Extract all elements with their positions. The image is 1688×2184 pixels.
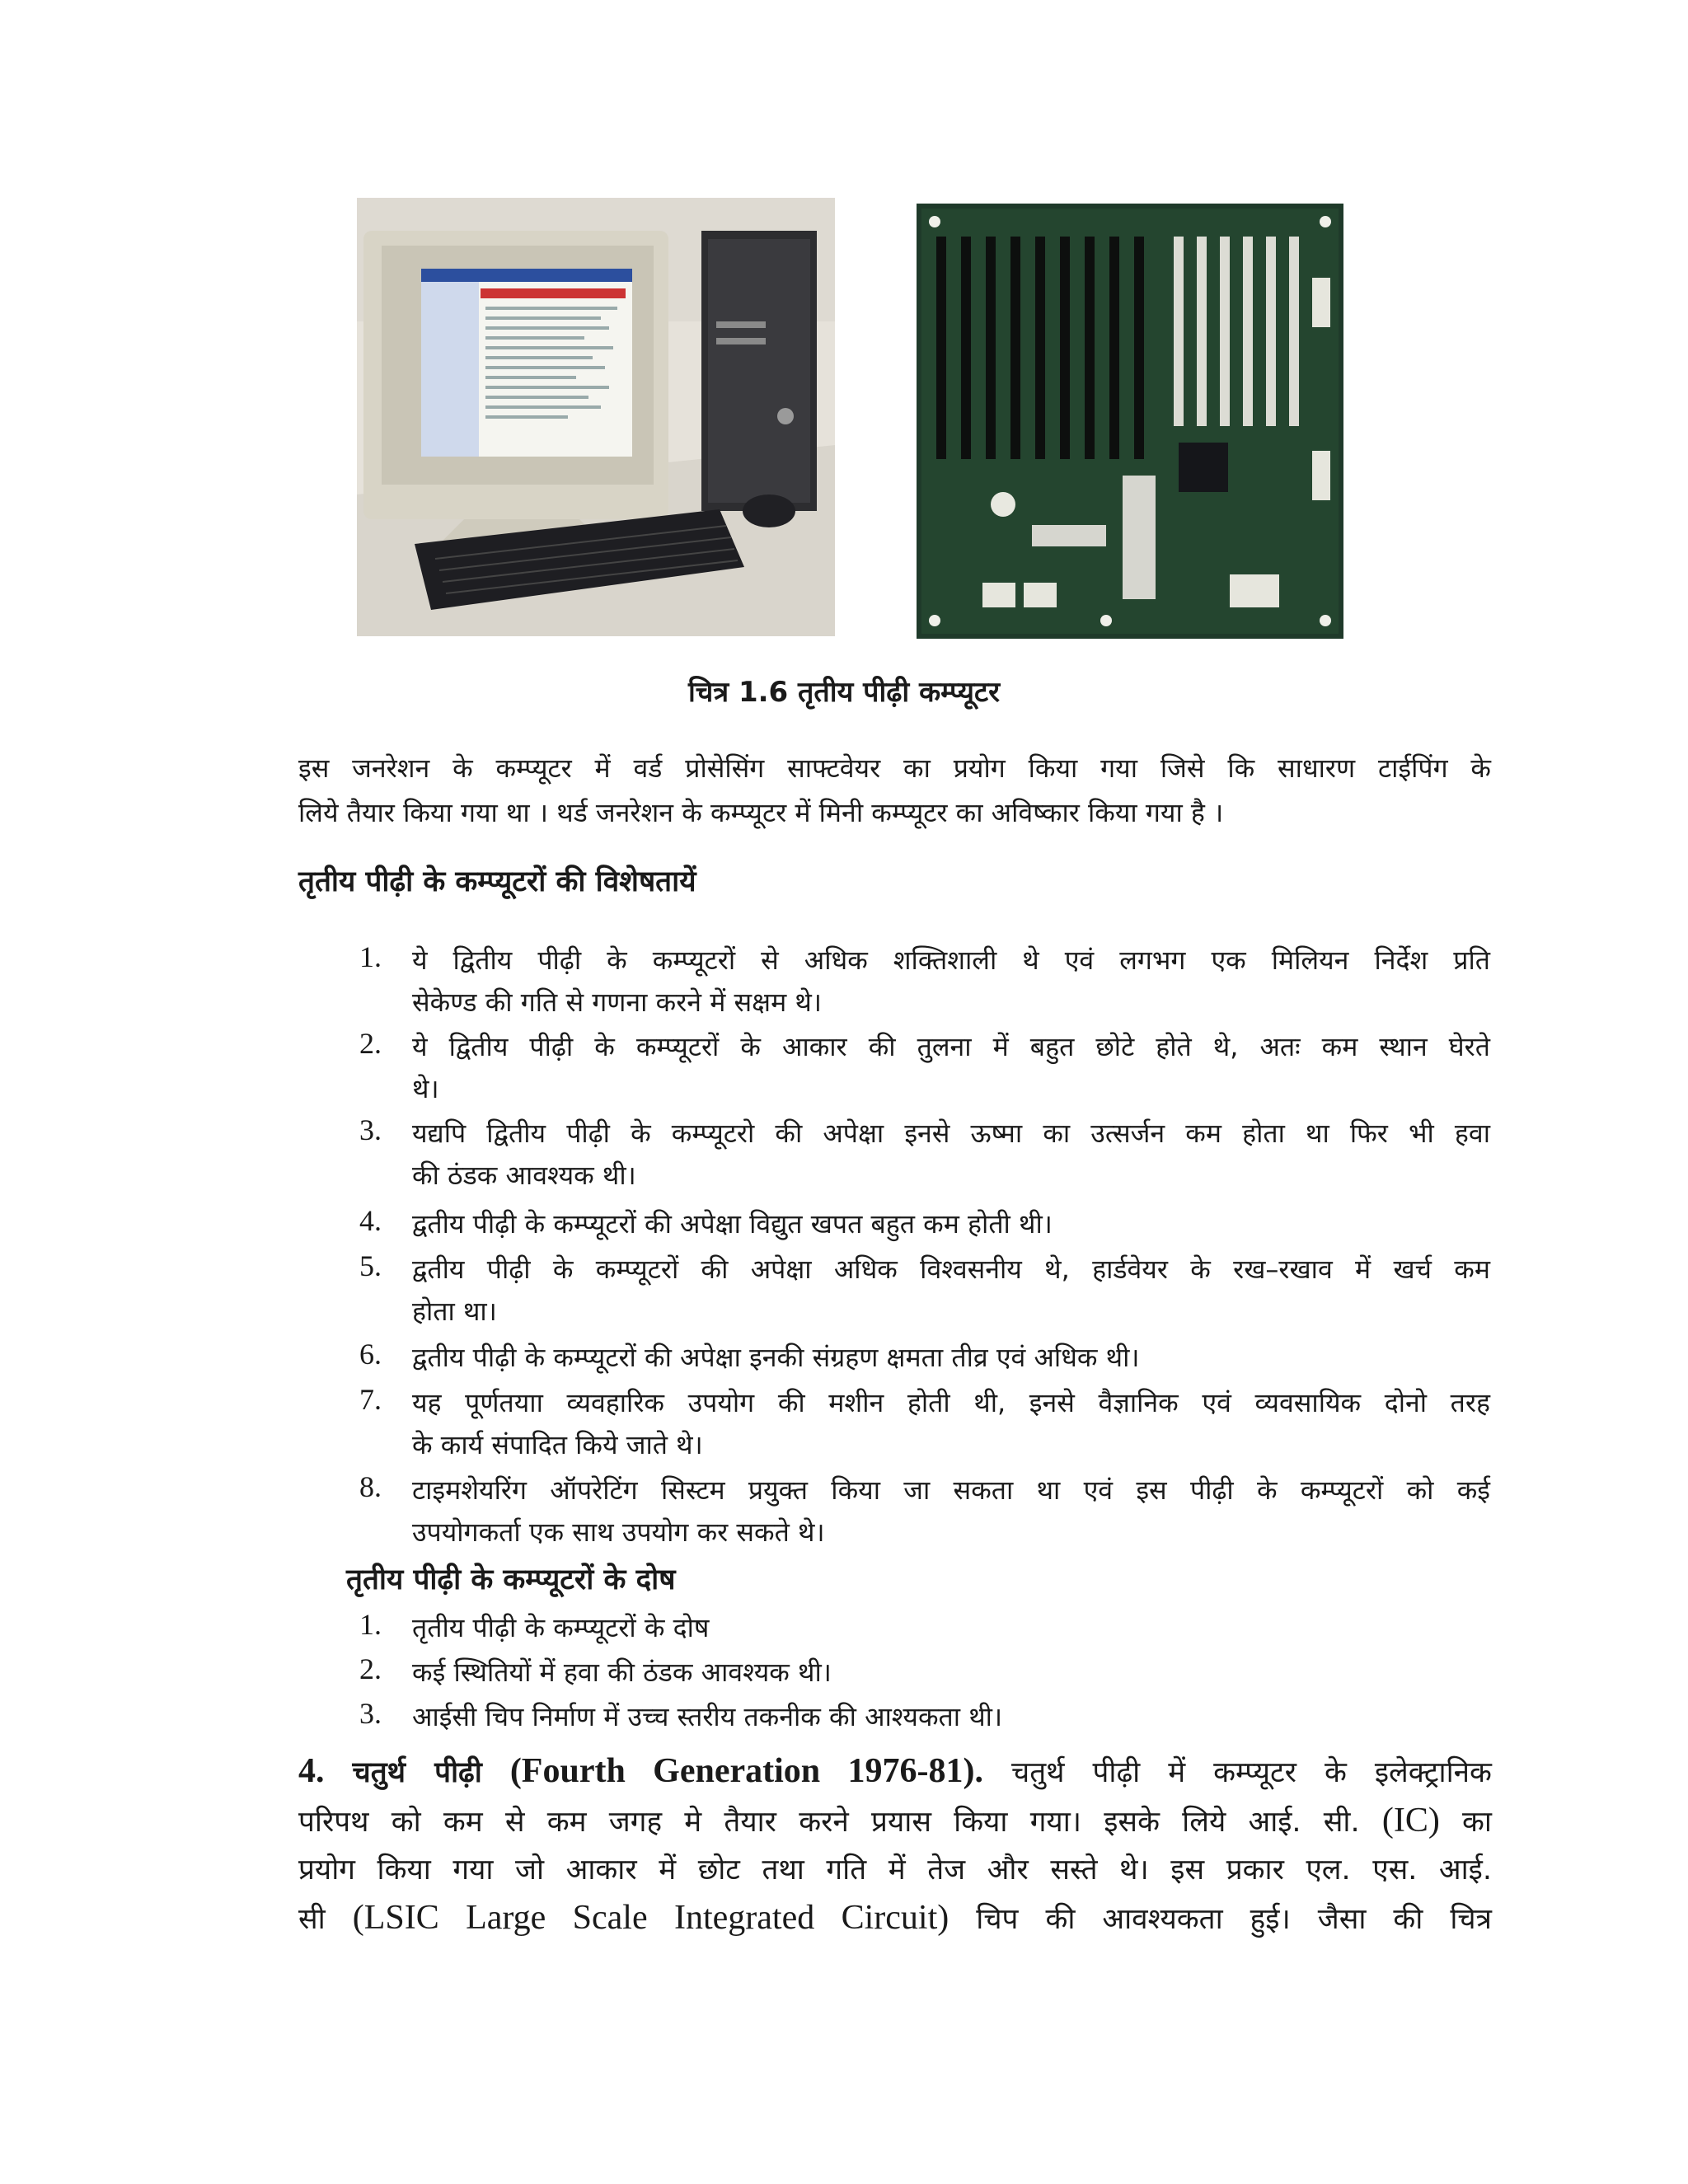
list-number: 2. bbox=[359, 1652, 382, 1685]
list-number: 5. bbox=[359, 1249, 382, 1282]
section-text: चिप की आवश्यकता हुई। जैसा की चित्र bbox=[976, 1903, 1492, 1936]
list-text: होता था। bbox=[412, 1296, 497, 1327]
list-text: ये द्वितीय पीढ़ी के कम्प्यूटरों के आकार की तुलना में बहुत छोटे होते थे, अतः कम स्थान घेरते bbox=[412, 1031, 1490, 1062]
section-line bbox=[298, 1797, 1492, 1846]
fourth-generation-section bbox=[298, 1747, 1492, 1943]
figure-caption: चित्र 1.6 तृतीय पीढ़ी कम्प्यूटर bbox=[687, 676, 1001, 709]
list-number: 1. bbox=[359, 940, 382, 973]
section-text: सी bbox=[298, 1903, 326, 1936]
list-number: 3. bbox=[359, 1697, 382, 1730]
list-text: उपयोगकर्ता एक साथ उपयोग कर सकते थे। bbox=[412, 1516, 825, 1548]
list-number: 6. bbox=[359, 1338, 382, 1371]
intro-line: इस जनरेशन के कम्प्यूटर में वर्ड प्रोसेसिंग साफ्टवेयर का प्रयोग किया गया जिसे कि साधारण टाईपिंग के bbox=[298, 752, 1491, 784]
list-text: द्वतीय पीढ़ी के कम्प्यूटरों की अपेक्षा इनकी संग्रहण क्षमता तीव्र एवं अधिक थी। bbox=[412, 1342, 1140, 1373]
section-text: (IC) bbox=[1381, 1802, 1440, 1840]
section-number: 4. bbox=[298, 1752, 325, 1790]
list-number: 8. bbox=[359, 1470, 382, 1503]
list-text: द्वतीय पीढ़ी के कम्प्यूटरों की अपेक्षा विद्युत खपत बहुत कम होती थी। bbox=[412, 1208, 1053, 1240]
list-number: 1. bbox=[359, 1608, 382, 1641]
list-text: की ठंडक आवश्यक थी। bbox=[412, 1160, 636, 1191]
section-heading-english: (Fourth Generation 1976-81). bbox=[509, 1752, 983, 1790]
list-text: यद्यपि द्वितीय पीढ़ी के कम्प्यूटरो की अपेक्षा इनसे ऊष्मा का उत्सर्जन कम होता था फिर भी हवा bbox=[412, 1118, 1490, 1149]
third-generation-computer-photo bbox=[357, 198, 835, 636]
list-text: कई स्थितियों में हवा की ठंडक आवश्यक थी। bbox=[412, 1657, 832, 1688]
list-number: 7. bbox=[359, 1383, 382, 1416]
section-text: परिपथ को कम से कम जगह मे तैयार करने प्रयास किया गया। इसके लिये आई. सी. bbox=[298, 1806, 1360, 1839]
section-line bbox=[298, 1747, 1492, 1797]
section-heading-hindi: चतुर्थ पीढ़ी bbox=[352, 1756, 482, 1789]
section-line: प्रयोग किया गया जो आकार में छोट तथा गति में तेज और सस्ते थे। इस प्रकार एल. एस. आई. bbox=[298, 1854, 1492, 1886]
list-text: थे। bbox=[412, 1073, 439, 1104]
list-text: टाइमशेयरिंग ऑपरेटिंग सिस्टम प्रयुक्त किया जा सकता था एवं इस पीढ़ी के कम्प्यूटरों को कई bbox=[412, 1474, 1490, 1506]
list-number: 3. bbox=[359, 1113, 382, 1146]
list-text: सेकेण्ड की गति से गणना करने में सक्षम थे। bbox=[412, 987, 822, 1018]
section-text: चतुर्थ पीढ़ी में कम्प्यूटर के इलेक्ट्रानिक bbox=[1010, 1756, 1492, 1789]
list-number: 2. bbox=[359, 1027, 382, 1060]
section-line bbox=[298, 1894, 1492, 1943]
list-text: तृतीय पीढ़ी के कम्प्यूटरों के दोष bbox=[412, 1612, 710, 1643]
section-text: (LSIC Large Scale Integrated Circuit) bbox=[352, 1899, 950, 1937]
list-number: 4. bbox=[359, 1204, 382, 1237]
list-text: ये द्वितीय पीढ़ी के कम्प्यूटरों से अधिक शक्तिशाली थे एवं लगभग एक मिलियन निर्देश प्रति bbox=[412, 944, 1490, 976]
list-text: यह पूर्णतयाा व्यवहारिक उपयोग की मशीन होती थी, इनसे वैज्ञानिक एवं व्यवसायिक दोनो तरह bbox=[412, 1387, 1490, 1418]
integrated-circuit-motherboard-photo bbox=[917, 204, 1343, 639]
intro-line: लिये तैयार किया गया था । थर्ड जनरेशन के कम्प्यूटर में मिनी कम्प्यूटर का अविष्कार किया गया है । bbox=[298, 797, 1224, 828]
section-text: का bbox=[1462, 1806, 1492, 1839]
list-text: के कार्य संपादित किये जाते थे। bbox=[412, 1429, 703, 1460]
defects-heading: तृतीय पीढ़ी के कम्प्यूटरों के दोष bbox=[346, 1563, 676, 1596]
features-heading: तृतीय पीढ़ी के कम्प्यूटरों की विशेषतायें bbox=[298, 865, 696, 898]
list-text: आईसी चिप निर्माण में उच्च स्तरीय तकनीक की आश्यकता थी। bbox=[412, 1701, 1003, 1732]
list-text: द्वतीय पीढ़ी के कम्प्यूटरों की अपेक्षा अधिक विश्वसनीय थे, हार्डवेयर के रख–रखाव में खर्च कम bbox=[412, 1254, 1490, 1285]
intro-paragraph bbox=[298, 746, 1491, 835]
